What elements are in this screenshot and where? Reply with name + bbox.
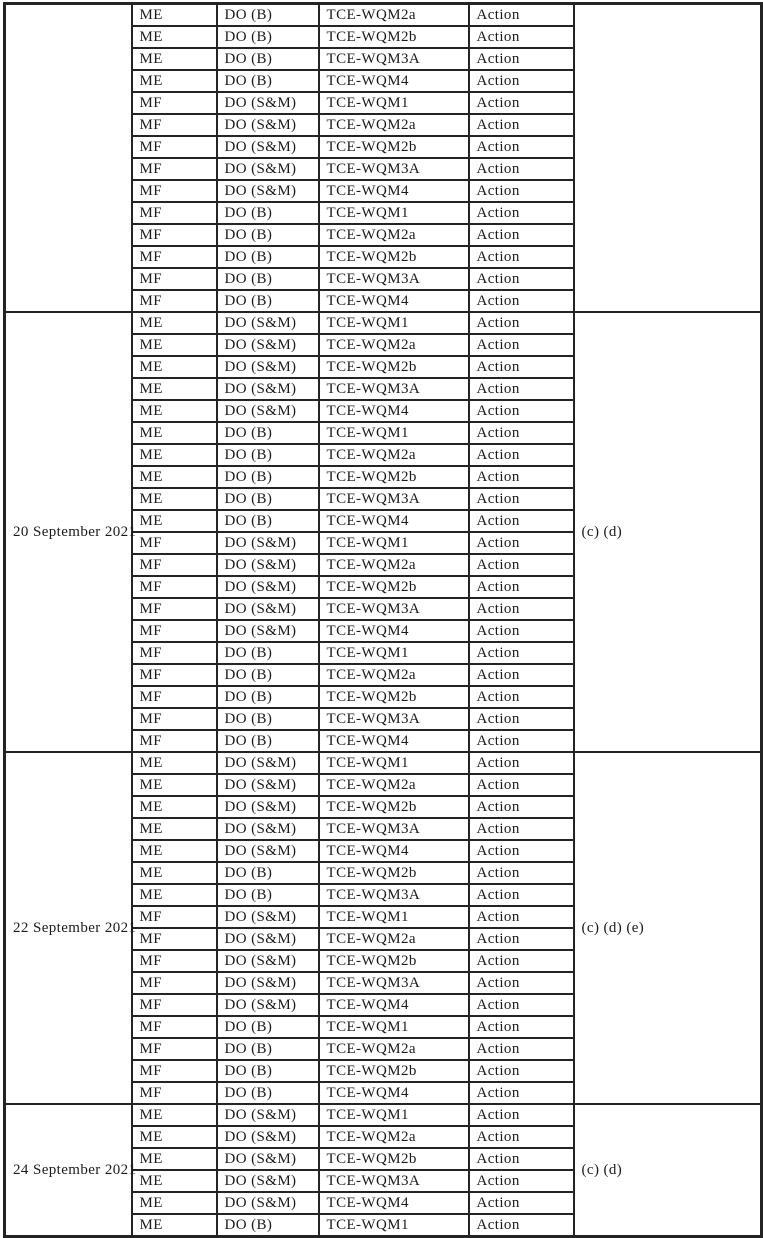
- code-cell: TCE-WQM3A: [319, 268, 469, 290]
- do-cell: DO (S&M): [217, 1126, 319, 1148]
- action-cell: Action: [469, 972, 574, 994]
- do-cell: DO (S&M): [217, 1170, 319, 1192]
- action-cell: Action: [469, 686, 574, 708]
- do-cell: DO (S&M): [217, 312, 319, 334]
- do-cell: DO (B): [217, 642, 319, 664]
- code-cell: TCE-WQM3A: [319, 818, 469, 840]
- action-cell: Action: [469, 862, 574, 884]
- do-cell: DO (B): [217, 48, 319, 70]
- action-cell: Action: [469, 598, 574, 620]
- code-cell: TCE-WQM1: [319, 752, 469, 774]
- unit-cell: MF: [132, 950, 217, 972]
- code-cell: TCE-WQM3A: [319, 1170, 469, 1192]
- do-cell: DO (S&M): [217, 158, 319, 180]
- unit-cell: MF: [132, 268, 217, 290]
- code-cell: TCE-WQM2a: [319, 1038, 469, 1060]
- do-cell: DO (S&M): [217, 752, 319, 774]
- unit-cell: ME: [132, 400, 217, 422]
- action-cell: Action: [469, 224, 574, 246]
- do-cell: DO (B): [217, 202, 319, 224]
- unit-cell: MF: [132, 224, 217, 246]
- do-cell: DO (S&M): [217, 994, 319, 1016]
- notes-cell: [574, 4, 762, 313]
- code-cell: TCE-WQM1: [319, 1016, 469, 1038]
- code-cell: TCE-WQM4: [319, 70, 469, 92]
- unit-cell: MF: [132, 554, 217, 576]
- do-cell: DO (B): [217, 422, 319, 444]
- unit-cell: MF: [132, 576, 217, 598]
- unit-cell: MF: [132, 1082, 217, 1104]
- action-cell: Action: [469, 1082, 574, 1104]
- code-cell: TCE-WQM4: [319, 400, 469, 422]
- action-cell: Action: [469, 1170, 574, 1192]
- unit-cell: MF: [132, 1060, 217, 1082]
- unit-cell: MF: [132, 928, 217, 950]
- unit-cell: MF: [132, 202, 217, 224]
- do-cell: DO (B): [217, 26, 319, 48]
- unit-cell: ME: [132, 422, 217, 444]
- do-cell: DO (S&M): [217, 928, 319, 950]
- code-cell: TCE-WQM1: [319, 532, 469, 554]
- unit-cell: ME: [132, 1214, 217, 1237]
- action-cell: Action: [469, 180, 574, 202]
- do-cell: DO (S&M): [217, 136, 319, 158]
- action-cell: Action: [469, 48, 574, 70]
- do-cell: DO (S&M): [217, 1192, 319, 1214]
- unit-cell: MF: [132, 972, 217, 994]
- do-cell: DO (S&M): [217, 180, 319, 202]
- code-cell: TCE-WQM2b: [319, 1148, 469, 1170]
- unit-cell: ME: [132, 356, 217, 378]
- code-cell: TCE-WQM3A: [319, 884, 469, 906]
- unit-cell: ME: [132, 1126, 217, 1148]
- action-cell: Action: [469, 994, 574, 1016]
- action-cell: Action: [469, 532, 574, 554]
- unit-cell: MF: [132, 730, 217, 752]
- do-cell: DO (B): [217, 1082, 319, 1104]
- unit-cell: ME: [132, 818, 217, 840]
- table-row: [5, 752, 762, 774]
- unit-cell: MF: [132, 708, 217, 730]
- action-cell: Action: [469, 1016, 574, 1038]
- unit-cell: ME: [132, 796, 217, 818]
- action-cell: Action: [469, 620, 574, 642]
- unit-cell: ME: [132, 4, 217, 27]
- unit-cell: ME: [132, 1148, 217, 1170]
- unit-cell: ME: [132, 1192, 217, 1214]
- unit-cell: ME: [132, 444, 217, 466]
- do-cell: DO (S&M): [217, 950, 319, 972]
- schedule-table-body: [5, 4, 762, 1237]
- unit-cell: MF: [132, 1016, 217, 1038]
- action-cell: Action: [469, 268, 574, 290]
- action-cell: Action: [469, 312, 574, 334]
- do-cell: DO (S&M): [217, 92, 319, 114]
- action-cell: Action: [469, 488, 574, 510]
- code-cell: TCE-WQM2b: [319, 466, 469, 488]
- do-cell: DO (S&M): [217, 334, 319, 356]
- action-cell: Action: [469, 840, 574, 862]
- action-cell: Action: [469, 158, 574, 180]
- do-cell: DO (B): [217, 1060, 319, 1082]
- code-cell: TCE-WQM1: [319, 92, 469, 114]
- code-cell: TCE-WQM4: [319, 620, 469, 642]
- unit-cell: ME: [132, 466, 217, 488]
- do-cell: DO (B): [217, 444, 319, 466]
- code-cell: TCE-WQM4: [319, 180, 469, 202]
- code-cell: TCE-WQM3A: [319, 598, 469, 620]
- action-cell: Action: [469, 378, 574, 400]
- action-cell: Action: [469, 422, 574, 444]
- do-cell: DO (S&M): [217, 840, 319, 862]
- code-cell: TCE-WQM4: [319, 840, 469, 862]
- action-cell: Action: [469, 554, 574, 576]
- unit-cell: ME: [132, 334, 217, 356]
- do-cell: DO (S&M): [217, 796, 319, 818]
- do-cell: DO (B): [217, 224, 319, 246]
- code-cell: TCE-WQM2a: [319, 334, 469, 356]
- do-cell: DO (B): [217, 664, 319, 686]
- unit-cell: ME: [132, 752, 217, 774]
- action-cell: Action: [469, 906, 574, 928]
- unit-cell: MF: [132, 686, 217, 708]
- unit-cell: ME: [132, 48, 217, 70]
- code-cell: TCE-WQM2a: [319, 928, 469, 950]
- code-cell: TCE-WQM4: [319, 290, 469, 312]
- action-cell: Action: [469, 26, 574, 48]
- do-cell: DO (S&M): [217, 620, 319, 642]
- code-cell: TCE-WQM1: [319, 1214, 469, 1237]
- action-cell: Action: [469, 1192, 574, 1214]
- code-cell: TCE-WQM2b: [319, 246, 469, 268]
- do-cell: DO (B): [217, 510, 319, 532]
- do-cell: DO (B): [217, 708, 319, 730]
- code-cell: TCE-WQM2b: [319, 136, 469, 158]
- code-cell: TCE-WQM2b: [319, 950, 469, 972]
- unit-cell: ME: [132, 488, 217, 510]
- code-cell: TCE-WQM3A: [319, 488, 469, 510]
- unit-cell: MF: [132, 180, 217, 202]
- do-cell: DO (S&M): [217, 1104, 319, 1126]
- code-cell: TCE-WQM2a: [319, 224, 469, 246]
- unit-cell: ME: [132, 774, 217, 796]
- unit-cell: ME: [132, 1104, 217, 1126]
- do-cell: DO (B): [217, 268, 319, 290]
- action-cell: Action: [469, 1060, 574, 1082]
- action-cell: Action: [469, 1126, 574, 1148]
- table-row: [5, 1104, 762, 1126]
- action-cell: Action: [469, 466, 574, 488]
- code-cell: TCE-WQM2b: [319, 576, 469, 598]
- code-cell: TCE-WQM2a: [319, 664, 469, 686]
- action-cell: Action: [469, 202, 574, 224]
- code-cell: TCE-WQM1: [319, 312, 469, 334]
- code-cell: TCE-WQM4: [319, 994, 469, 1016]
- code-cell: TCE-WQM2a: [319, 114, 469, 136]
- action-cell: Action: [469, 884, 574, 906]
- code-cell: TCE-WQM2b: [319, 1060, 469, 1082]
- action-cell: Action: [469, 796, 574, 818]
- code-cell: TCE-WQM2a: [319, 554, 469, 576]
- action-cell: Action: [469, 752, 574, 774]
- code-cell: TCE-WQM2a: [319, 4, 469, 27]
- do-cell: DO (B): [217, 884, 319, 906]
- code-cell: TCE-WQM4: [319, 730, 469, 752]
- monitoring-schedule-table: [3, 2, 763, 1238]
- notes-cell: (c) (d): [574, 312, 762, 752]
- code-cell: TCE-WQM1: [319, 906, 469, 928]
- action-cell: Action: [469, 642, 574, 664]
- do-cell: DO (S&M): [217, 400, 319, 422]
- date-cell: 22 September 2021: [5, 752, 132, 1104]
- code-cell: TCE-WQM2b: [319, 686, 469, 708]
- code-cell: TCE-WQM1: [319, 422, 469, 444]
- notes-cell: (c) (d) (e): [574, 752, 762, 1104]
- code-cell: TCE-WQM1: [319, 1104, 469, 1126]
- code-cell: TCE-WQM3A: [319, 378, 469, 400]
- do-cell: DO (B): [217, 1038, 319, 1060]
- code-cell: TCE-WQM2a: [319, 774, 469, 796]
- code-cell: TCE-WQM2b: [319, 796, 469, 818]
- action-cell: Action: [469, 400, 574, 422]
- do-cell: DO (S&M): [217, 972, 319, 994]
- code-cell: TCE-WQM3A: [319, 48, 469, 70]
- do-cell: DO (S&M): [217, 818, 319, 840]
- do-cell: DO (B): [217, 466, 319, 488]
- action-cell: Action: [469, 1148, 574, 1170]
- code-cell: TCE-WQM2b: [319, 356, 469, 378]
- unit-cell: ME: [132, 884, 217, 906]
- action-cell: Action: [469, 730, 574, 752]
- code-cell: TCE-WQM4: [319, 1192, 469, 1214]
- unit-cell: MF: [132, 532, 217, 554]
- action-cell: Action: [469, 708, 574, 730]
- code-cell: TCE-WQM3A: [319, 708, 469, 730]
- date-cell: 20 September 2021: [5, 312, 132, 752]
- date-cell: [5, 4, 132, 313]
- code-cell: TCE-WQM3A: [319, 972, 469, 994]
- action-cell: Action: [469, 950, 574, 972]
- action-cell: Action: [469, 1214, 574, 1237]
- action-cell: Action: [469, 1038, 574, 1060]
- code-cell: TCE-WQM2a: [319, 444, 469, 466]
- do-cell: DO (B): [217, 862, 319, 884]
- code-cell: TCE-WQM2b: [319, 862, 469, 884]
- unit-cell: ME: [132, 312, 217, 334]
- do-cell: DO (S&M): [217, 554, 319, 576]
- unit-cell: MF: [132, 620, 217, 642]
- do-cell: DO (B): [217, 1016, 319, 1038]
- unit-cell: MF: [132, 92, 217, 114]
- table-row: [5, 312, 762, 334]
- date-cell: 24 September 2021: [5, 1104, 132, 1237]
- action-cell: Action: [469, 246, 574, 268]
- unit-cell: MF: [132, 642, 217, 664]
- action-cell: Action: [469, 444, 574, 466]
- action-cell: Action: [469, 576, 574, 598]
- unit-cell: ME: [132, 378, 217, 400]
- do-cell: DO (B): [217, 730, 319, 752]
- action-cell: Action: [469, 334, 574, 356]
- action-cell: Action: [469, 114, 574, 136]
- unit-cell: MF: [132, 290, 217, 312]
- unit-cell: MF: [132, 246, 217, 268]
- code-cell: TCE-WQM3A: [319, 158, 469, 180]
- do-cell: DO (B): [217, 488, 319, 510]
- do-cell: DO (B): [217, 4, 319, 27]
- action-cell: Action: [469, 928, 574, 950]
- do-cell: DO (B): [217, 70, 319, 92]
- unit-cell: MF: [132, 664, 217, 686]
- do-cell: DO (S&M): [217, 114, 319, 136]
- action-cell: Action: [469, 774, 574, 796]
- table-row: [5, 4, 762, 27]
- unit-cell: MF: [132, 136, 217, 158]
- do-cell: DO (B): [217, 290, 319, 312]
- do-cell: DO (B): [217, 686, 319, 708]
- code-cell: TCE-WQM1: [319, 642, 469, 664]
- do-cell: DO (S&M): [217, 1148, 319, 1170]
- do-cell: DO (S&M): [217, 598, 319, 620]
- unit-cell: MF: [132, 994, 217, 1016]
- do-cell: DO (S&M): [217, 532, 319, 554]
- action-cell: Action: [469, 1104, 574, 1126]
- code-cell: TCE-WQM1: [319, 202, 469, 224]
- code-cell: TCE-WQM2b: [319, 26, 469, 48]
- unit-cell: ME: [132, 26, 217, 48]
- unit-cell: ME: [132, 510, 217, 532]
- unit-cell: ME: [132, 840, 217, 862]
- action-cell: Action: [469, 4, 574, 27]
- do-cell: DO (B): [217, 246, 319, 268]
- unit-cell: MF: [132, 1038, 217, 1060]
- unit-cell: MF: [132, 906, 217, 928]
- unit-cell: ME: [132, 862, 217, 884]
- action-cell: Action: [469, 356, 574, 378]
- unit-cell: ME: [132, 70, 217, 92]
- code-cell: TCE-WQM4: [319, 1082, 469, 1104]
- action-cell: Action: [469, 92, 574, 114]
- action-cell: Action: [469, 290, 574, 312]
- do-cell: DO (S&M): [217, 576, 319, 598]
- unit-cell: MF: [132, 114, 217, 136]
- unit-cell: MF: [132, 598, 217, 620]
- do-cell: DO (B): [217, 1214, 319, 1237]
- action-cell: Action: [469, 664, 574, 686]
- code-cell: TCE-WQM4: [319, 510, 469, 532]
- do-cell: DO (S&M): [217, 378, 319, 400]
- do-cell: DO (S&M): [217, 906, 319, 928]
- action-cell: Action: [469, 510, 574, 532]
- action-cell: Action: [469, 818, 574, 840]
- unit-cell: MF: [132, 158, 217, 180]
- action-cell: Action: [469, 70, 574, 92]
- do-cell: DO (S&M): [217, 356, 319, 378]
- action-cell: Action: [469, 136, 574, 158]
- do-cell: DO (S&M): [217, 774, 319, 796]
- notes-cell: (c) (d): [574, 1104, 762, 1237]
- code-cell: TCE-WQM2a: [319, 1126, 469, 1148]
- unit-cell: ME: [132, 1170, 217, 1192]
